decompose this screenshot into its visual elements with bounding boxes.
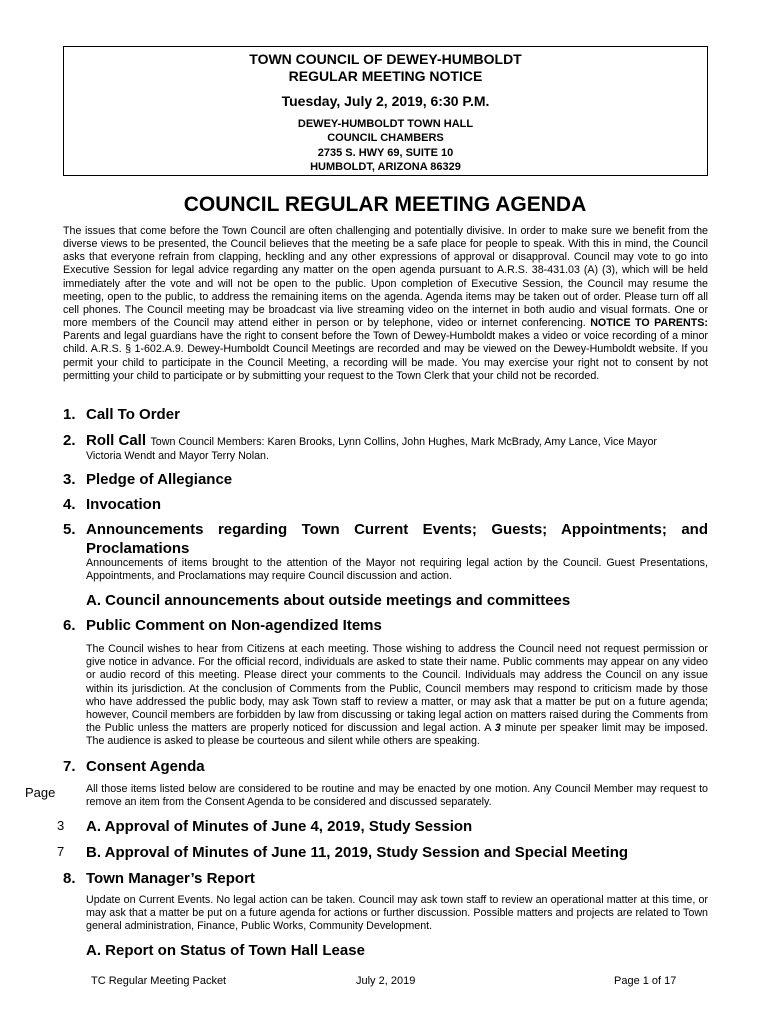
footer-page-number: Page 1 of 17: [614, 975, 677, 987]
address-line-1: 2735 S. HWY 69, SUITE 10: [317, 147, 454, 159]
header-box: [63, 46, 708, 176]
place-line-2: COUNCIL CHAMBERS: [327, 132, 444, 144]
item-5-label: Announcements regarding Town Current Events; Guests; Appointments; and: [86, 521, 708, 538]
item-7-text: All those items listed below are considered to be routine and may be enacted by one motion. Any Council Member may request to remove an item from the Consent Agenda to be considered and discussed separately.: [86, 783, 708, 809]
item-8-sub-a: A. Report on Status of Town Hall Lease: [86, 942, 365, 959]
item-7-sub-a: A. Approval of Minutes of June 4, 2019, Study Session: [86, 818, 473, 835]
item-5-number: 5.: [63, 521, 76, 538]
item-8-number: 8.: [63, 870, 76, 887]
item-4-number: 4.: [63, 496, 76, 513]
item-8-text: Update on Current Events. No legal action can be taken. Council may ask town staff to review an operational matter at this time, or may ask that a matter be put on a future agenda for actions or further discussion. Possible matters and projects are related to Town general administration, Finance, Public Works, Community Development.: [86, 894, 708, 933]
margin-page-label: Page: [25, 785, 56, 800]
footer-center: July 2, 2019: [356, 975, 416, 987]
item-6-text-1: The Council wishes to hear from Citizens at each meeting. Those wishing to address the Council need not request permission or give notice in advance. For the official record, individuals are asked to state their name. Public comments may appear on any video or audio record of this meeting. Please direct your comments to the Council. Individuals may address the Council on any issue within its jurisdiction. At the conclusion of Comments from the Public, Council members may respond to criticism made by those who have addressed the public body, may ask Town staff to review a matter, or may ask that a matter be put on a future agenda; however, Council members are forbidden by law from discussing or taking legal action on matters raised during the Comments from the Public unless the matters are properly noticed for discussion and legal action. A: [86, 643, 708, 735]
item-5-label-cont: Proclamations: [86, 540, 190, 557]
item-1-number: 1.: [63, 406, 76, 423]
page-title: COUNCIL REGULAR MEETING AGENDA: [183, 193, 587, 216]
item-6-text: [86, 643, 708, 749]
item-2-line: [86, 432, 708, 450]
notice-label: NOTICE TO PARENTS:: [590, 317, 708, 330]
page-ref-b: 7: [57, 844, 65, 859]
item-4-label: Invocation: [86, 496, 162, 513]
item-7-sub-b: B. Approval of Minutes of June 11, 2019, Study Session and Special Meeting: [86, 844, 629, 861]
item-3-label: Pledge of Allegiance: [86, 471, 233, 488]
minute-limit: 3: [494, 722, 501, 735]
header-line-1: TOWN COUNCIL OF DEWEY-HUMBOLDT: [249, 51, 522, 67]
item-1-label: Call To Order: [86, 406, 180, 423]
header-line-2: REGULAR MEETING NOTICE: [288, 68, 483, 84]
footer-left: TC Regular Meeting Packet: [91, 975, 227, 987]
address-line-2: HUMBOLDT, ARIZONA 86329: [310, 161, 461, 173]
item-2-text-cont: Victoria Wendt and Mayor Terry Nolan.: [86, 450, 269, 462]
intro-text-2: Parents and legal guardians have the right to consent before the Town of Dewey-Humboldt makes a video or voice recording of a minor child. A.R.S. § 1-602.A.9. Dewey-Humboldt Council Meetings are recorded and may be viewed on the Dewey-Humboldt website. If you permit your child to participate in the Council Meeting, a recording will be made. You may exercise your right not to consent by not permitting your child to participate or by submitting your request to the Town Clerk that your child not be recorded.: [63, 330, 708, 382]
item-7-number: 7.: [63, 758, 76, 775]
item-6-text-2: minute per speaker limit may be imposed. The audience is asked to please be courteous and silent while others are speaking.: [86, 722, 708, 748]
page-ref-a: 3: [57, 818, 65, 833]
meeting-date: Tuesday, July 2, 2019, 6:30 P.M.: [281, 93, 490, 109]
item-5-text: Announcements of items brought to the attention of the Mayor not requiring legal action by the Council. Guest Presentations, Appointments, and Proclamations may require Council discussion and action.: [86, 557, 708, 583]
item-6-number: 6.: [63, 617, 76, 634]
item-5-sub-a: A. Council announcements about outside meetings and committees: [86, 592, 571, 609]
intro-text-1: The issues that come before the Town Council are often challenging and potentially divisive. In order to make sure we benefit from the diverse views to be presented, the Council believes that the meeting be a safe place for people to speak. With this in mind, the Council asks that everyone refrain from clapping, heckling and any other expressions of approval or disapproval. Council may vote to go into Executive Session for legal advice regarding any matter on the open agenda pursuant to A.R.S. 38-431.03 (A) (3), which will be held immediately after the vote and will not be open to the public. Upon completion of Executive Session, the Council may resume the meeting, open to the public, to address the remaining items on the agenda. Agenda items may be taken out of order. Please turn off all cell phones. The Council meeting may be broadcast via live streaming video on the internet in both audio and visual formats. One or more members of the Council may attend either in person or by telephone, video or internet conferencing.: [63, 225, 708, 330]
item-3-number: 3.: [63, 471, 76, 488]
item-8-label: Town Manager’s Report: [86, 870, 255, 887]
item-2-label: Roll Call: [86, 432, 147, 449]
place-line-1: DEWEY-HUMBOLDT TOWN HALL: [297, 118, 474, 130]
item-7-label: Consent Agenda: [86, 758, 205, 775]
item-2-text: Town Council Members: Karen Brooks, Lynn Collins, John Hughes, Mark McBrady, Amy Lance, Vice Mayor: [150, 436, 657, 448]
item-6-label: Public Comment on Non-agendized Items: [86, 617, 382, 634]
item-2-number: 2.: [63, 432, 76, 449]
intro-paragraph: [63, 225, 708, 383]
